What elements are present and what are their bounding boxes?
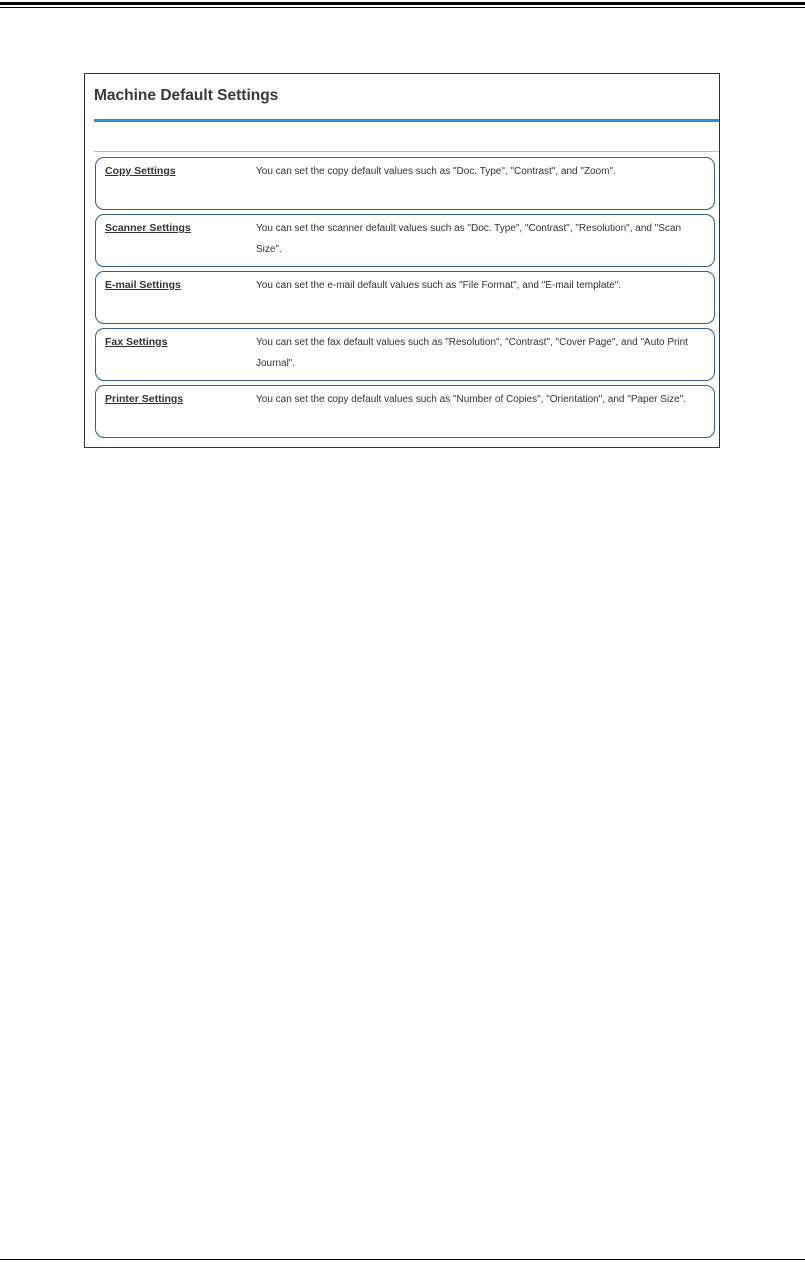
copy-settings-description: You can set the copy default values such as "Doc. Type", "Contrast", and "Zoom". bbox=[256, 166, 616, 177]
section-divider bbox=[94, 151, 719, 152]
printer-settings-description: You can set the copy default values such as "Number of Copies", "Orientation", and "Paper Size". bbox=[256, 394, 687, 405]
page-footer-rule bbox=[0, 1259, 805, 1260]
settings-item-email bbox=[95, 271, 715, 324]
settings-item-printer bbox=[95, 385, 715, 438]
page-title: Machine Default Settings bbox=[94, 87, 279, 104]
email-settings-link[interactable]: E-mail Settings bbox=[105, 279, 181, 291]
scanner-settings-description: You can set the scanner default values such as "Doc. Type", "Contrast", "Resolution", and "Scan Size". bbox=[256, 223, 682, 255]
settings-item-fax bbox=[95, 328, 715, 381]
page-header-rule bbox=[0, 2, 805, 5]
scanner-settings-link[interactable]: Scanner Settings bbox=[105, 222, 191, 234]
email-settings-description: You can set the e-mail default values such as "File Format", and "E-mail template". bbox=[256, 280, 622, 291]
printer-settings-link[interactable]: Printer Settings bbox=[105, 393, 184, 405]
fax-settings-description: You can set the fax default values such as "Resolution", "Contrast", "Cover Page", and "Auto Print Journal". bbox=[256, 337, 688, 369]
settings-item-scanner bbox=[95, 214, 715, 267]
settings-list bbox=[95, 157, 715, 442]
machine-default-settings-panel bbox=[84, 73, 720, 448]
settings-item-copy bbox=[95, 157, 715, 210]
page-header-rule-thin bbox=[0, 7, 805, 8]
fax-settings-link[interactable]: Fax Settings bbox=[105, 336, 168, 348]
title-divider bbox=[94, 119, 719, 122]
copy-settings-link[interactable]: Copy Settings bbox=[105, 165, 176, 177]
